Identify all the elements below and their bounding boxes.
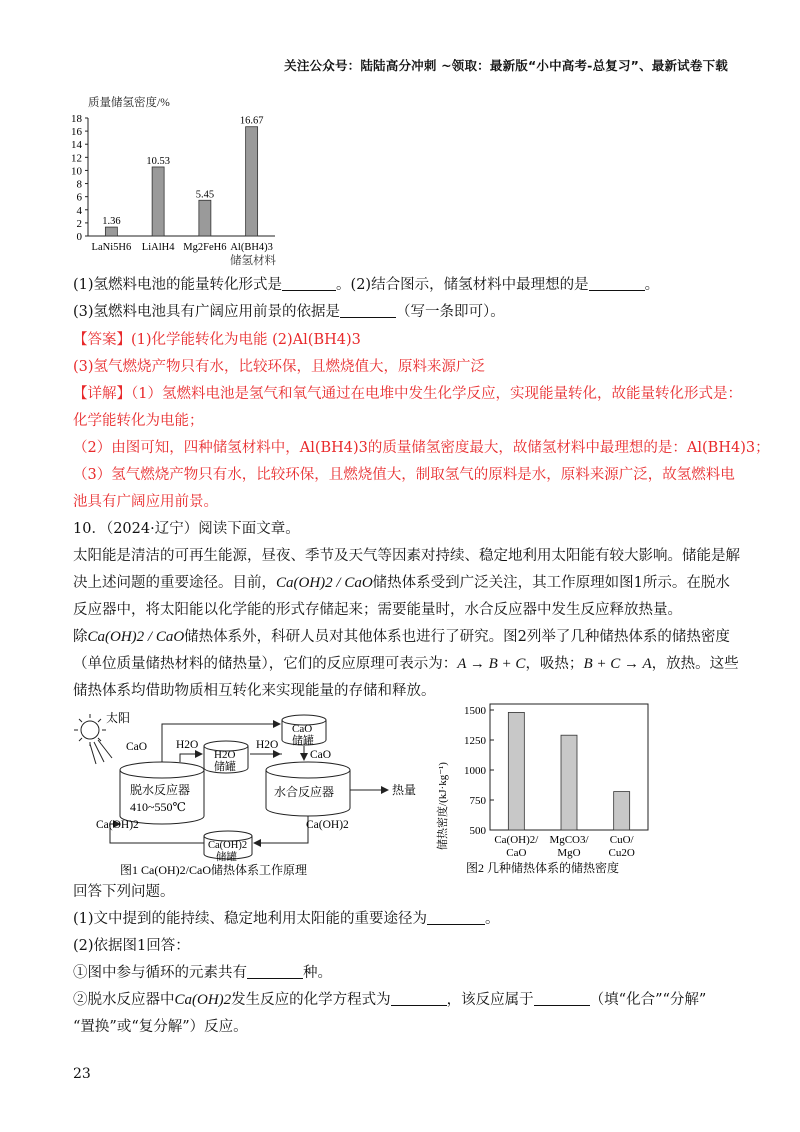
passage-line-2-a: 决上述问题的重要途径。目前，: [73, 575, 276, 591]
water-tank-storage: 储罐: [214, 761, 236, 773]
h2o-right-label: H2O: [256, 739, 279, 751]
sub-question-4: [73, 990, 706, 1010]
chart2-ytick-label: 500: [469, 825, 486, 837]
passage-line-5-c: ，放热。这些: [651, 656, 739, 672]
chart1-ytick-label: 12: [71, 152, 82, 165]
passage-line-2-b: 储热体系受到广泛关注，其工作原理如图1所示。在脱水: [372, 575, 730, 591]
passage-line-4-b: 储热体系外，科研人员对其他体系也进行了研究。图2列举了几种储热体系的储热密度: [184, 629, 730, 645]
chart1-ytick-label: 4: [76, 204, 82, 217]
cao-tank-storage: 储罐: [292, 735, 314, 747]
answer-blank-3[interactable]: [340, 303, 396, 318]
chart1-value-label: 5.45: [195, 189, 215, 201]
formula-exothermic: B + C → A: [583, 656, 652, 672]
sub-question-1: [73, 909, 500, 929]
cao-tank-label: CaO: [292, 723, 313, 735]
chart1-ytick-label: 8: [76, 178, 82, 191]
chart2-category-label-bottom: CaO: [506, 847, 527, 859]
chart1-bar: [105, 227, 117, 236]
passage-line-2: [73, 573, 730, 593]
figure-1-diagram: [70, 708, 430, 878]
chart1-bar: [246, 127, 258, 236]
detail-line-5: 池具有广阔应用前景。: [73, 494, 218, 510]
chart1-ytick-label: 16: [71, 126, 82, 139]
caoh2-tank-label: Ca(OH)2: [208, 840, 248, 851]
dehydration-label: 脱水反应器: [130, 783, 191, 797]
sub-question-2: (2)依据图1回答：: [73, 938, 190, 954]
temperature-label: 410~550℃: [130, 800, 186, 814]
detail-line-2: 化学能转化为电能；: [73, 413, 204, 429]
question-2-text: 。(2)结合图示，储氢材料中最理想的是: [336, 277, 589, 293]
detail-line-1: 【详解】（1）氢燃料电池是氢气和氧气通过在电堆中发生化学反应，实现能量转化，故能量转化形式是：: [73, 386, 742, 402]
answer-blank-2[interactable]: [589, 276, 645, 291]
hydration-label: 水合反应器: [274, 785, 335, 799]
passage-line-1: 太阳能是清洁的可再生能源，昼夜、季节及天气等因素对持续、稳定地利用太阳能有较大影响。储能是解: [73, 548, 740, 564]
cao-right-label: CaO: [310, 749, 332, 761]
answer-prompt: 回答下列问题。: [73, 884, 175, 900]
question-3-line: [73, 302, 505, 322]
answer-blank-1[interactable]: [282, 276, 336, 291]
chart1-ytick-label: 10: [71, 165, 82, 178]
sub-question-1-end: 。: [485, 911, 500, 927]
question-10-title: 10．（2024·辽宁）阅读下面文章。: [73, 521, 300, 537]
detail-line-3: （2）由图可知，四种储氢材料中，Al(BH4)3的质量储氢密度最大，故储氢材料中最理想的是：Al(BH4)3；: [73, 440, 770, 456]
sun-label: 太阳: [106, 711, 131, 725]
chart1-category-label: Mg2FeH6: [183, 242, 227, 253]
hydrogen-storage-chart: [60, 92, 300, 268]
chart2-ytick-label: 1000: [464, 765, 486, 777]
chart1-ytick-label: 6: [76, 191, 82, 204]
passage-line-5: [73, 654, 739, 674]
passage-line-4-a: 除: [73, 629, 88, 645]
question-2-end: 。: [644, 277, 660, 293]
chart1-bar: [199, 200, 211, 236]
answer-blank-5[interactable]: [247, 964, 303, 979]
sub-question-4-c: ，该反应属于: [446, 992, 534, 1008]
formula-caoh2-cao-2: Ca(OH)2 / CaO: [87, 629, 185, 645]
answer-line-1: 【答案】(1)化学能转化为电能 (2)Al(BH4)3: [73, 332, 361, 348]
passage-line-5-b: ，吸热；: [525, 656, 584, 672]
chart1-ylabel: 质量储氢密度/%: [88, 97, 170, 109]
sub-question-1-text: (1)文中提到的能持续、稳定地利用太阳能的重要途径为: [73, 911, 428, 927]
h2o-arrow-label: H2O: [176, 739, 199, 751]
caoh2-left-label: Ca(OH)2: [96, 819, 139, 831]
chart1-category-label: LiAlH4: [141, 242, 175, 253]
chart1-ytick-label: 14: [71, 139, 82, 152]
chart1-bar: [152, 167, 164, 236]
page-header: 关注公众号：陆陆高分冲刺 ~领取：最新版“小中高考-总复习”、最新试卷下载: [284, 58, 728, 73]
sub-question-3-text: ①图中参与循环的元素共有: [73, 965, 247, 981]
chart2-ytick-label: 1250: [464, 735, 486, 747]
chart1-ytick-label: 2: [76, 217, 82, 230]
chart2-category-label-top: MgCO3/: [549, 834, 589, 846]
answer-blank-7[interactable]: [534, 991, 590, 1006]
answer-blank-4[interactable]: [427, 910, 485, 925]
chart2-ylabel: 储热密度/(kJ·kg⁻¹): [437, 762, 449, 850]
chart2-ytick-label: 1500: [464, 705, 486, 717]
sub-question-4-a: ②脱水反应器中: [73, 992, 175, 1008]
chart2-category-label-bottom: MgO: [557, 847, 581, 859]
chart1-category-label: LaNi5H6: [91, 242, 132, 253]
formula-caoh2-cao: Ca(OH)2 / CaO: [276, 575, 373, 591]
answer-line-2: (3)氢气燃烧产物只有水，比较环保，且燃烧值大，原料来源广泛: [73, 359, 486, 375]
chart2-category-label-top: Ca(OH)2/: [494, 834, 539, 846]
page-number: 23: [73, 1066, 91, 1082]
chart2-bar: [561, 735, 577, 830]
passage-line-5-a: （单位质量储热材料的储热量），它们的反应原理可表示为：: [73, 656, 458, 672]
caoh2-tank-storage: 储罐: [216, 852, 237, 863]
chart1-value-label: 16.67: [239, 115, 264, 127]
question-3-end: （写一条即可）。: [396, 304, 505, 320]
formula-caoh2: Ca(OH)2: [174, 992, 232, 1008]
chart1-value-label: 10.53: [146, 155, 170, 167]
answer-blank-6[interactable]: [391, 991, 447, 1006]
detail-line-4: （3）氢气燃烧产物只有水，比较环保，且燃烧值大，制取氢气的原料是水，原料来源广泛，故氢燃料电: [73, 467, 735, 483]
cao-top-label: CaO: [126, 741, 148, 753]
chart1-ytick-label: 0: [76, 231, 82, 243]
figure-1-caption: 图1 Ca(OH)2/CaO储热体系工作原理: [120, 863, 307, 877]
passage-line-6: 储热体系均借助物质相互转化来实现能量的存储和释放。: [73, 683, 436, 699]
question-1-text: (1)氢燃料电池的能量转化形式是: [73, 277, 283, 293]
heat-label: 热量: [392, 783, 417, 797]
chart2-category-label-top: CuO/: [609, 834, 634, 846]
chart1-xlabel: 储氢材料: [230, 255, 276, 267]
chart2-bar: [508, 712, 524, 830]
chart1-value-label: 1.36: [102, 216, 121, 228]
heat-storage-density-chart: [432, 696, 662, 880]
chart2-caption: 图2 几种储热体系的储热密度: [466, 861, 620, 875]
water-tank-label: H2O: [214, 749, 236, 761]
sub-question-4-d: （填“化合”“分解”: [589, 992, 707, 1008]
question-1-line: [73, 275, 659, 295]
chart1-ytick-label: 18: [71, 113, 82, 125]
chart1-category-label: Al(BH4)3: [230, 242, 273, 253]
chart2-category-label-bottom: Cu2O: [608, 847, 635, 859]
sub-question-3-end: 种。: [303, 965, 332, 981]
chart2-bar: [614, 792, 630, 830]
passage-line-4: [73, 627, 730, 647]
formula-endothermic: A → B + C: [457, 656, 526, 672]
passage-line-3: 反应器中，将太阳能以化学能的形式存储起来；需要能量时，水合反应器中发生反应释放热量。: [73, 602, 682, 618]
sub-question-4-b: 发生反应的化学方程式为: [231, 992, 391, 1008]
caoh2-right-label: Ca(OH)2: [306, 819, 349, 831]
sub-question-3: [73, 963, 332, 983]
chart2-ytick-label: 750: [469, 795, 486, 807]
sub-question-5: “置换”或“复分解”）反应。: [73, 1019, 248, 1035]
question-3-text: (3)氢燃料电池具有广阔应用前景的依据是: [73, 304, 341, 320]
